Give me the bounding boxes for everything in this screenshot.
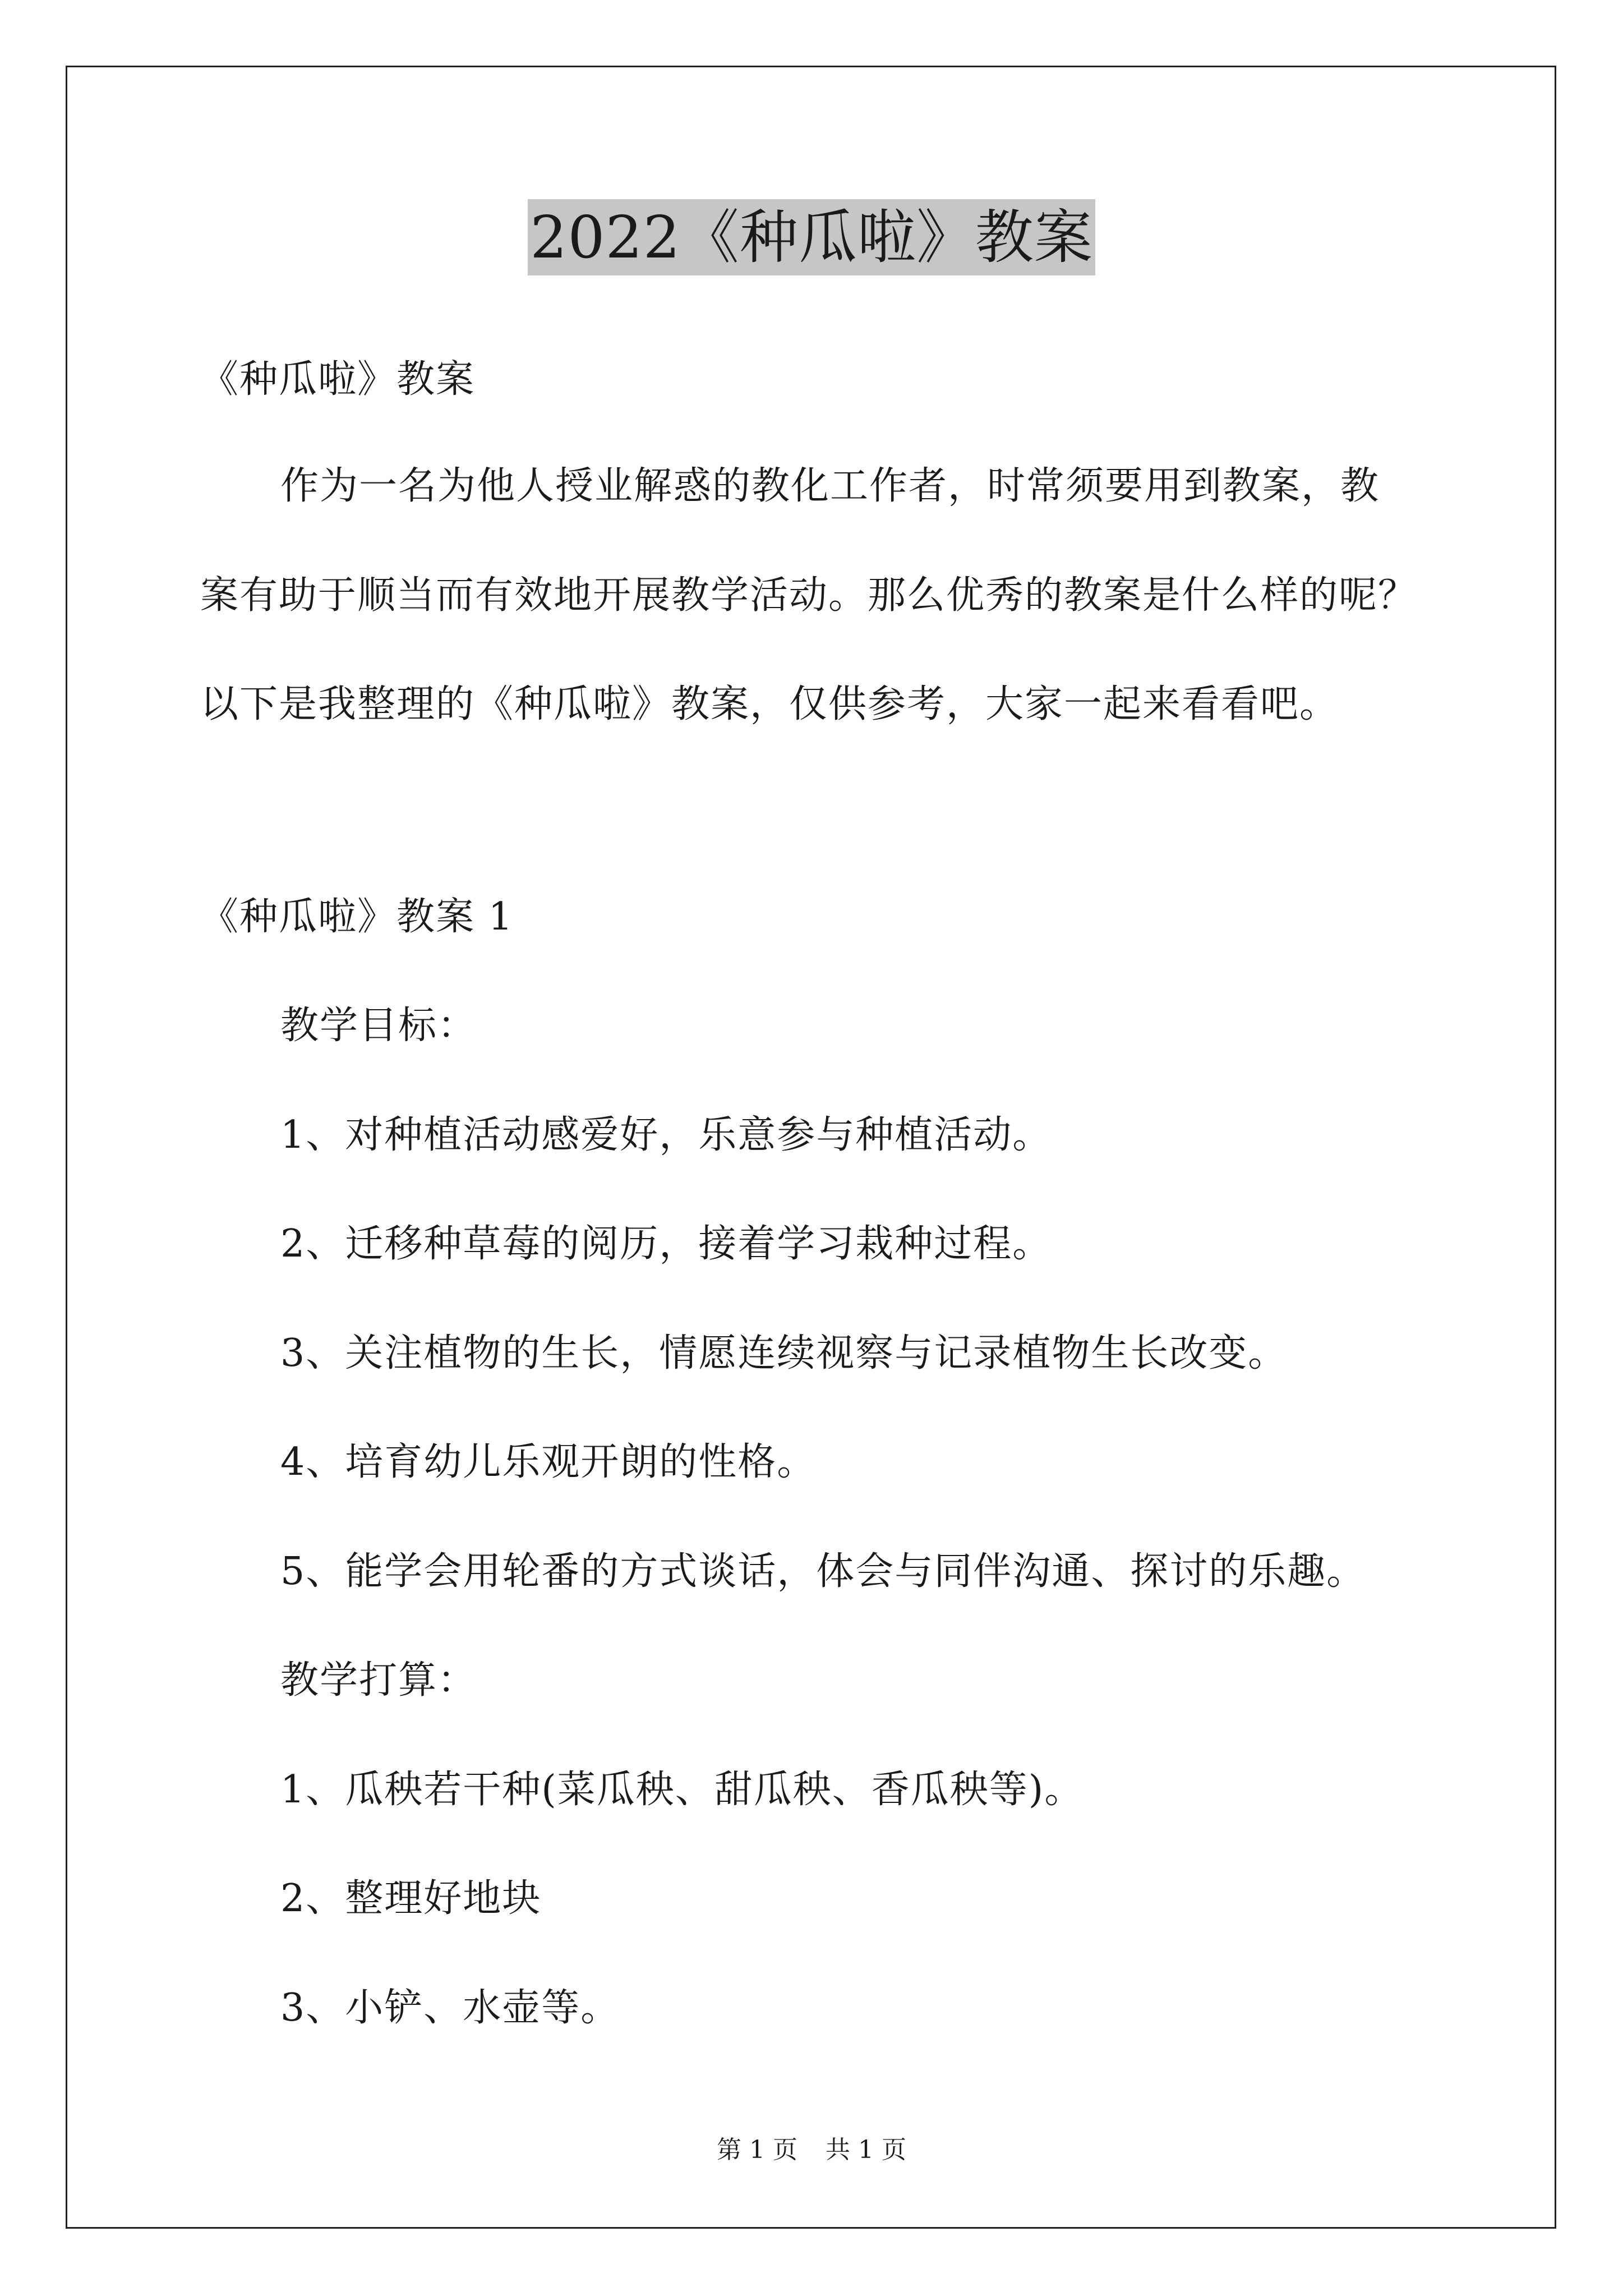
goals-heading: 教学目标： [280, 1004, 477, 1048]
goal-item: 3、关注植物的生长，情愿连续视察与记录植物生长改变。 [280, 1331, 1288, 1375]
goal-item: 4、培育幼儿乐观开朗的性格。 [280, 1440, 817, 1484]
document-title: 2022《种瓜啦》教案 [528, 199, 1095, 275]
goal-item: 1、对种植活动感爱好，乐意参与种植活动。 [280, 1113, 1052, 1157]
prep-item: 2、整理好地块 [280, 1876, 542, 1921]
title-container [0, 199, 1623, 275]
intro-line-3: 以下是我整理的《种瓜啦》教案，仅供参考，大家一起来看看吧。 [200, 682, 1339, 726]
goal-item: 2、迁移种草莓的阅历，接着学习栽种过程。 [280, 1222, 1052, 1266]
document-subtitle: 《种瓜啦》教案 [200, 357, 476, 402]
intro-line-1: 作为一名为他人授业解惑的教化工作者，时常须要用到教案，教 [280, 464, 1380, 508]
goal-item: 5、能学会用轮番的方式谈话，体会与同伴沟通、探讨的乐趣。 [280, 1549, 1366, 1594]
prep-item: 3、小铲、水壶等。 [280, 1986, 620, 2030]
intro-line-2: 案有助于顺当而有效地开展教学活动。那么优秀的教案是什么样的呢？ [200, 573, 1418, 618]
page-number-current: 第 1 页 [717, 2136, 797, 2164]
section-heading: 《种瓜啦》教案 1 [200, 895, 514, 939]
prep-heading: 教学打算： [280, 1658, 477, 1703]
page-number-total: 共 1 页 [826, 2136, 906, 2164]
page-footer [0, 2134, 1623, 2166]
prep-item: 1、瓜秧若干种(菜瓜秧、甜瓜秧、香瓜秧等)。 [280, 1768, 1084, 1812]
